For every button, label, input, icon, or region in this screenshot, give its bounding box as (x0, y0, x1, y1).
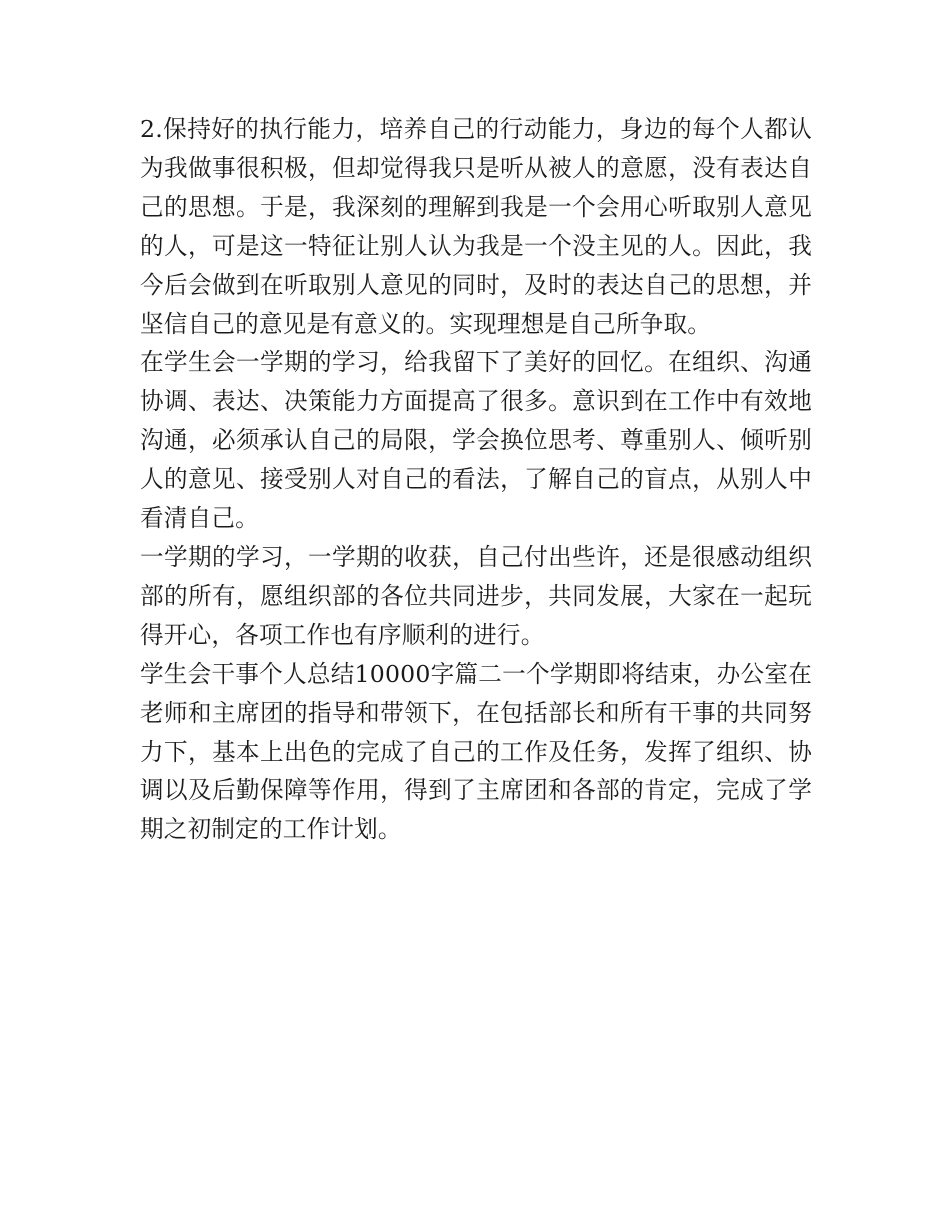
document-body (140, 110, 812, 849)
paragraph-execution-ability: 2.保持好的执行能力，培养自己的行动能力，身边的每个人都认为我做事很积极，但却觉得我只是听从被人的意愿，没有表达自己的思想。于是，我深刻的理解到我是一个会用心听取别人意见的人，可是这一特征让别人认为我是一个没主见的人。因此，我今后会做到在听取别人意见的同时，及时的表达自己的思想，并坚信自己的意见是有意义的。实现理想是自己所争取。 (140, 115, 812, 338)
paragraph-student-union-semester: 在学生会一学期的学习，给我留下了美好的回忆。在组织、沟通协调、表达、决策能力方面提高了很多。意识到在工作中有效地沟通，必须承认自己的局限，学会换位思考、尊重别人、倾听别人的意见、接受别人对自己的看法，了解自己的盲点，从别人中看清自己。 (140, 348, 812, 533)
paragraph-summary-part-two: 学生会干事个人总结10000字篇二一个学期即将结束，办公室在老师和主席团的指导和带领下，在包括部长和所有干事的共同努力下，基本上出色的完成了自己的工作及任务，发挥了组织、协调以及后勤保障等作用，得到了主席团和各部的肯定，完成了学期之初制定的工作计划。 (140, 659, 812, 844)
paragraph-semester-harvest: 一学期的学习，一学期的收获，自己付出些许，还是很感动组织部的所有，愿组织部的各位共同进步，共同发展，大家在一起玩得开心，各项工作也有序顺利的进行。 (140, 542, 812, 649)
